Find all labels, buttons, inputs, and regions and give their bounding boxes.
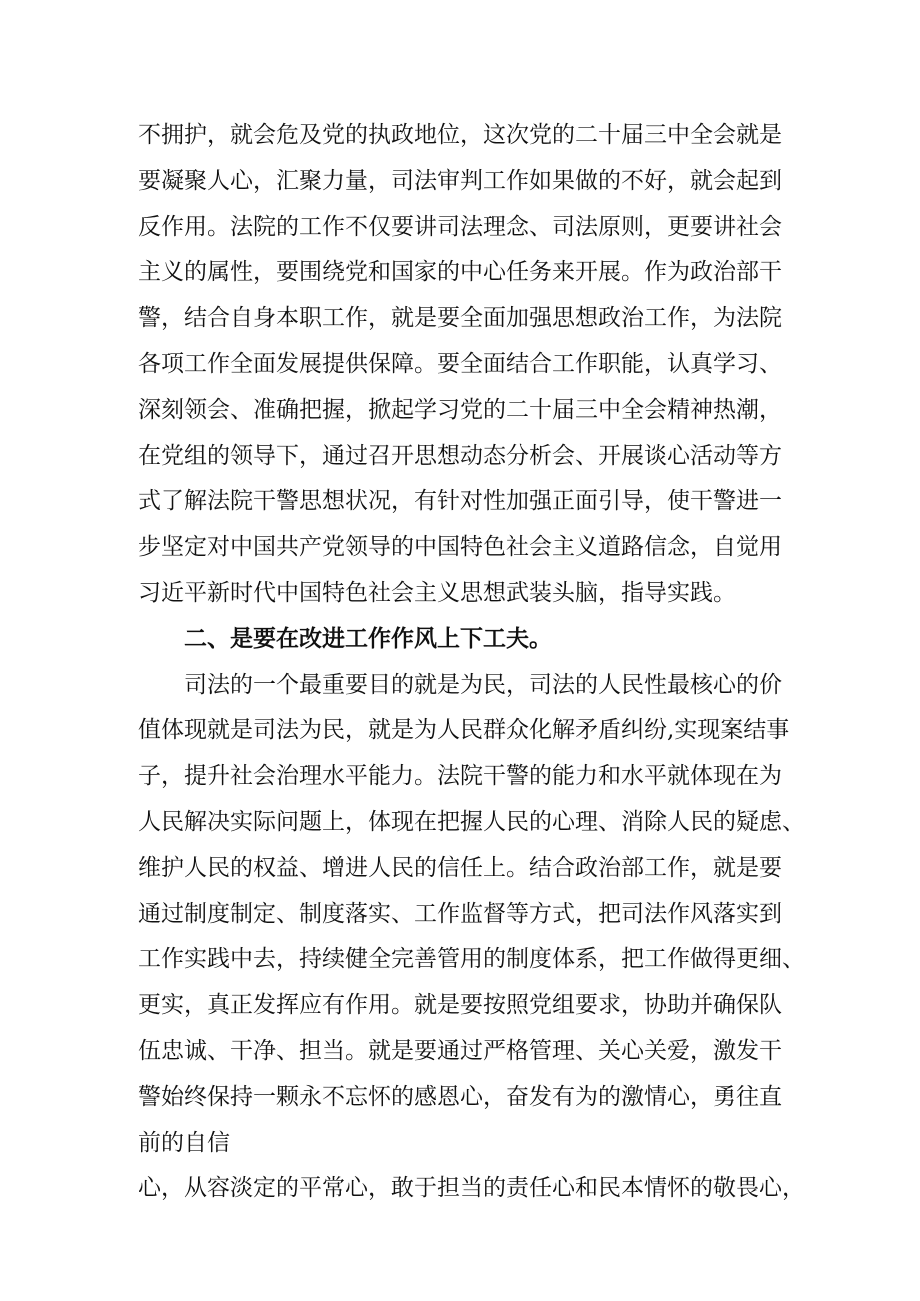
text-line: 习近平新时代中国特色社会主义思想武装头脑，指导实践。 (138, 579, 736, 606)
text-line: 伍忠诚、干净、担当。就是要通过严格管理、关心关爱，激发干 (138, 1037, 782, 1064)
text-line: 要凝聚人心，汇聚力量，司法审判工作如果做的不好，就会起到 (138, 167, 782, 194)
text-line: 维护人民的权益、增进人民的信任上。结合政治部工作，就是要 (138, 854, 782, 881)
text-line: 反作用。法院的工作不仅要讲司法理念、司法原则，更要讲社会 (138, 213, 782, 240)
text-line: 式了解法院干警思想状况，有针对性加强正面引导，使干警进一 (138, 488, 782, 515)
text-line: 人民解决实际问题上，体现在把握人民的心理、消除人民的疑虑、 (138, 808, 805, 835)
section-heading: 二、是要在改进工作作风上下工夫。 (184, 625, 552, 652)
paragraph-first-line: 司法的一个最重要目的就是为民，司法的人民性最核心的价 (184, 671, 782, 698)
text-line: 心，从容淡定的平常心，敢于担当的责任心和民本情怀的敬畏心， (138, 1175, 805, 1202)
text-line: 警始终保持一颗永不忘怀的感恩心，奋发有为的激情心，勇往直 (138, 1083, 782, 1110)
text-line: 值体现就是司法为民，就是为人民群众化解矛盾纠纷,实现案结事 (138, 717, 790, 744)
text-line: 通过制度制定、制度落实、工作监督等方式，把司法作风落实到 (138, 900, 782, 927)
text-line: 步坚定对中国共产党领导的中国特色社会主义道路信念，自觉用 (138, 534, 782, 561)
text-line: 在党组的领导下，通过召开思想动态分析会、开展谈心活动等方 (138, 442, 782, 469)
text-line: 主义的属性，要围绕党和国家的中心任务来开展。作为政治部干 (138, 259, 782, 286)
text-line: 不拥护，就会危及党的执政地位，这次党的二十届三中全会就是 (138, 122, 782, 148)
text-line: 深刻领会、准确把握，掀起学习党的二十届三中全会精神热潮， (138, 396, 782, 423)
text-line: 子，提升社会治理水平能力。法院干警的能力和水平就体现在为 (138, 763, 782, 790)
text-line: 更实，真正发挥应有作用。就是要按照党组要求，协助并确保队 (138, 992, 782, 1019)
text-line: 前的自信 (138, 1129, 230, 1156)
document-body (138, 113, 808, 1212)
text-line: 工作实践中去，持续健全完善管用的制度体系，把工作做得更细、 (138, 946, 805, 973)
text-line: 各项工作全面发展提供保障。要全面结合工作职能，认真学习、 (138, 350, 782, 377)
text-line: 警，结合自身本职工作，就是要全面加强思想政治工作，为法院 (138, 305, 782, 332)
